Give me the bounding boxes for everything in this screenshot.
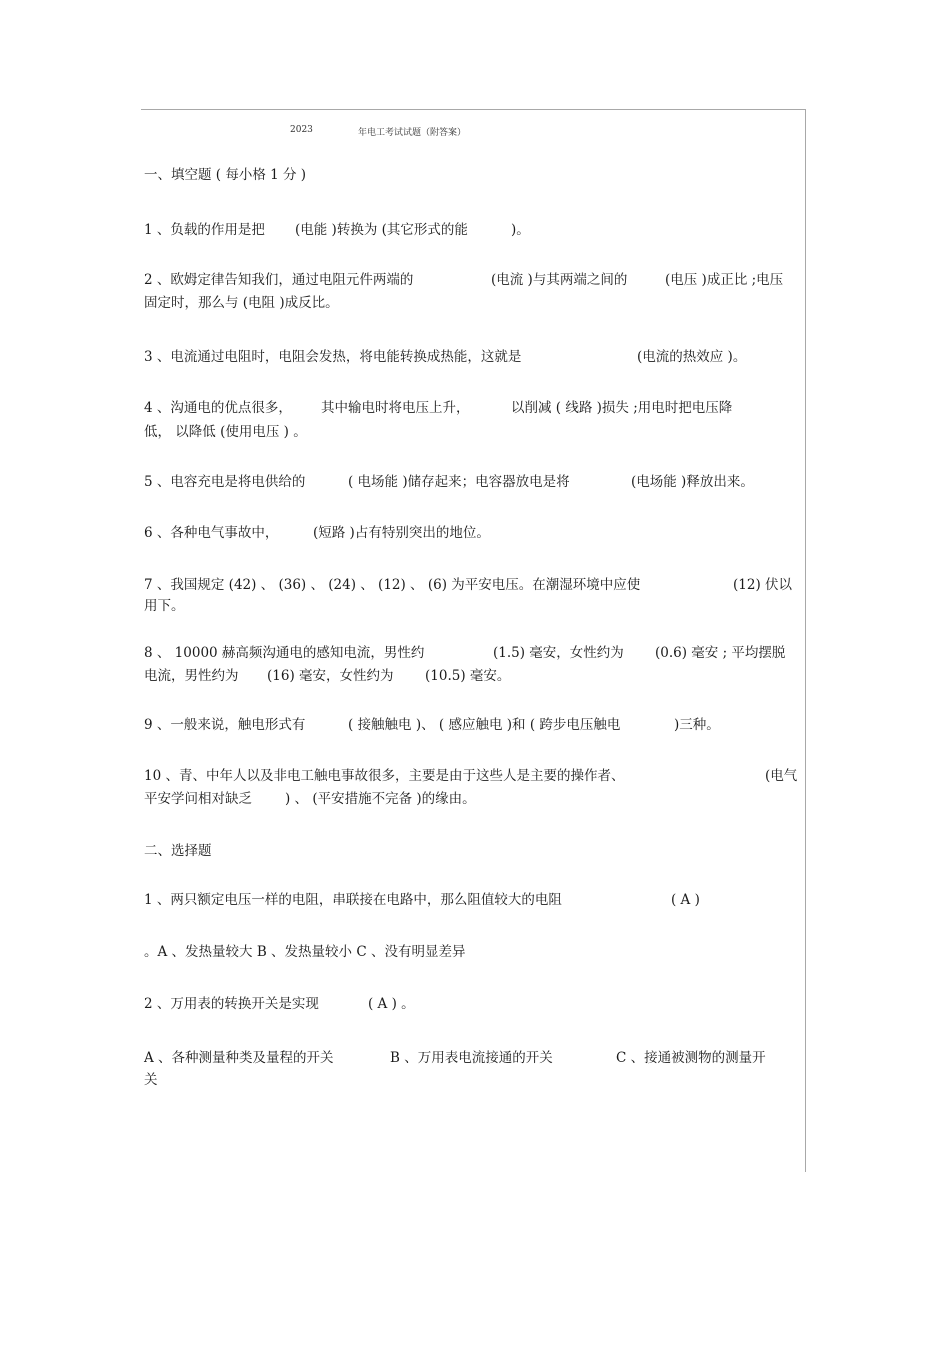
- q7-line-2: 用下。: [144, 598, 185, 614]
- c1-answer: ( A ): [671, 892, 700, 908]
- q4-text-2: 其中输电时将电压上升，: [321, 400, 470, 416]
- q1-answer: (电能 )转换为 (其它形式的能: [295, 222, 468, 238]
- q9-answer: ( 接触触电 )、 ( 感应触电 )和 ( 跨步电压触电: [348, 717, 621, 733]
- q2-answer-1: (电流 )与其两端之间的: [491, 272, 628, 288]
- c2-answer: ( A ) 。: [368, 996, 415, 1012]
- c1-options: 。A 、发热量较大 B 、发热量较小 C 、没有明显差异: [144, 944, 466, 960]
- q8-answer-4: (10.5) 毫安。: [425, 668, 511, 684]
- q3-text: 3 、电流通过电阻时，电阻会发热，将电能转换成热能，这就是: [144, 349, 522, 365]
- q4-line-2: 低， 以降低 (使用电压 ) 。: [144, 424, 307, 440]
- header-title: 年电工考试试题（附答案）: [358, 128, 467, 138]
- q10-text-2: 平安学问相对缺乏: [144, 791, 252, 807]
- q5-answer-2: (电场能 )释放出来。: [631, 474, 754, 490]
- header-year: 2023: [290, 125, 313, 135]
- q10-text: 10 、青、中年人以及非电工触电事故很多，主要是由于这些人是主要的操作者、: [144, 768, 625, 784]
- section1-title: 一、填空题 ( 每小格 1 分 ): [144, 167, 307, 183]
- c2-option-a: A 、各种测量种类及量程的开关: [144, 1050, 334, 1066]
- q6-answer: (短路 )占有特别突出的地位。: [313, 525, 490, 541]
- q9-text: 9 、一般来说，触电形式有: [144, 717, 306, 733]
- c2-option-b: B 、万用表电流接通的开关: [390, 1050, 553, 1066]
- q8-answer-3: (16) 毫安，女性约为: [267, 668, 394, 684]
- q5-answer-1: ( 电场能 )储存起来；电容器放电是将: [348, 474, 570, 490]
- q8-text: 8 、 10000 赫高频沟通电的感知电流，男性约: [144, 645, 425, 661]
- q8-answer-1: (1.5) 毫安，女性约为: [493, 645, 624, 661]
- c2-options-line-2: 关: [144, 1072, 158, 1088]
- c2-text: 2 、万用表的转换开关是实现: [144, 996, 319, 1012]
- q8-answer-2: (0.6) 毫安 ; 平均摆脱: [655, 645, 786, 661]
- q3-answer: (电流的热效应 )。: [637, 349, 747, 365]
- q2-answer-2: (电压 )成正比 ;电压: [665, 272, 784, 288]
- section2-title: 二、选择题: [144, 843, 212, 859]
- q7-text: 7 、我国规定 (42) 、 (36) 、 (24) 、 (12) 、 (6) 为平安电压。在潮湿环境中应使: [144, 577, 641, 593]
- q6-text: 6 、各种电气事故中，: [144, 525, 279, 541]
- q9-end: )三种。: [674, 717, 720, 733]
- q2-line-2: 固定时，那么与 (电阻 )成反比。: [144, 295, 339, 311]
- q1-text: 1 、负载的作用是把: [144, 222, 265, 238]
- q4-answer: 以削减 ( 线路 )损失 ;用电时把电压降: [511, 400, 733, 416]
- q7-answer: (12) 伏以: [733, 577, 793, 593]
- q10-answer-2: ) 、 (平安措施不完备 )的缘由。: [285, 791, 476, 807]
- c1-text: 1 、两只额定电压一样的电阻，串联接在电路中，那么阻值较大的电阻: [144, 892, 562, 908]
- q5-text: 5 、电容充电是将电供给的: [144, 474, 306, 490]
- q4-text: 4 、沟通电的优点很多，: [144, 400, 292, 416]
- q1-end: )。: [511, 222, 530, 238]
- q2-text: 2 、欧姆定律告知我们，通过电阻元件两端的: [144, 272, 414, 288]
- q10-answer-1: (电气: [765, 768, 798, 784]
- q8-text-2: 电流，男性约为: [144, 668, 239, 684]
- c2-option-c: C 、接通被测物的测量开: [616, 1050, 766, 1066]
